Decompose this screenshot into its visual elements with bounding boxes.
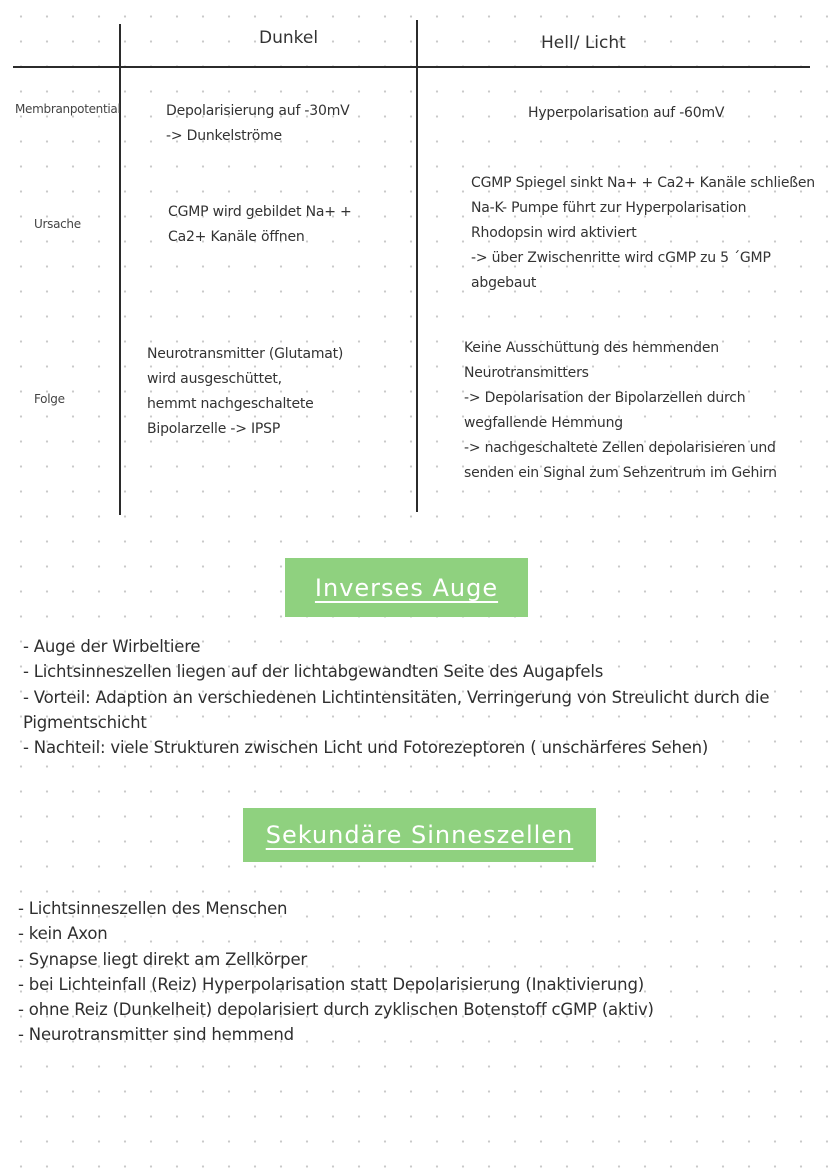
cell-ursache-dunkel: CGMP wird gebildet Na+ + Ca2+ Kanäle öffnen [168,204,352,245]
cell-folge-hell: Keine Ausschüttung des hemmenden Neurotransmitters -> Depolarisation der Bipolarzellen durch wegfallende Hemmung -> nachgeschaltete Zellen depolarisieren und senden ein Signal zum Sehzentrum im Gehirn [464,340,777,481]
table-header-rule [13,66,810,68]
list-item: - Lichtsinneszellen liegen auf der lichtabgewandten Seite des Augapfels [23,662,604,682]
inverses-auge-banner [285,558,528,617]
cell-membranpotential-hell: Hyperpolarisation auf -60mV [528,105,725,121]
list-item: - Synapse liegt direkt am Zellkörper [18,949,307,969]
table-divider-left [119,24,121,515]
list-item: - Vorteil: Adaption an verschiedenen Lichtintensitäten, Verringerung von Streulicht durch die [23,687,770,707]
list-item: - Auge der Wirbeltiere [23,637,201,656]
list-item: - bei Lichteinfall (Reiz) Hyperpolarisation statt Depolarisierung (Inaktivierung) [18,974,644,994]
inverses-auge-list [23,634,769,760]
row-label-membranpotential: Membranpotential [15,102,121,116]
list-item: - ohne Reiz (Dunkelheit) depolarisiert durch zyklischen Botenstoff cGMP (aktiv) [18,1000,654,1020]
list-item: - Lichtsinneszellen des Menschen [18,899,288,918]
list-item: - Neurotransmitter sind hemmend [18,1025,294,1045]
cell-folge-dunkel: Neurotransmitter (Glutamat) wird ausgeschüttet, hemmt nachgeschaltete Bipolarzelle -> IPSP [147,346,344,437]
sekundaere-sinneszellen-banner [243,808,596,862]
list-item: - kein Axon [18,924,108,944]
inverses-auge-title: Inverses Auge [314,573,499,602]
row-label-folge: Folge [34,392,65,406]
list-item: Pigmentschicht [23,712,147,732]
cell-membranpotential-dunkel: Depolarisierung auf -30mV -> Dunkelströme [166,103,350,144]
table-divider-right [416,20,418,512]
cell-ursache-hell: CGMP Spiegel sinkt Na+ + Ca2+ Kanäle schließen Na-K- Pumpe führt zur Hyperpolarisation Rhodopsin wird aktiviert -> über Zwischenritte wird cGMP zu 5 ´GMP abgebaut [471,175,815,291]
row-label-ursache: Ursache [34,217,81,231]
list-item: - Nachteil: viele Strukturen zwischen Licht und Fotorezeptoren ( unschärferes Sehen) [23,738,709,758]
header-hell: Hell/ Licht [541,33,626,53]
sekundaere-sinneszellen-title: Sekundäre Sinneszellen [265,821,574,849]
header-dunkel: Dunkel [259,28,319,48]
sekundaere-sinneszellen-list [18,896,654,1048]
